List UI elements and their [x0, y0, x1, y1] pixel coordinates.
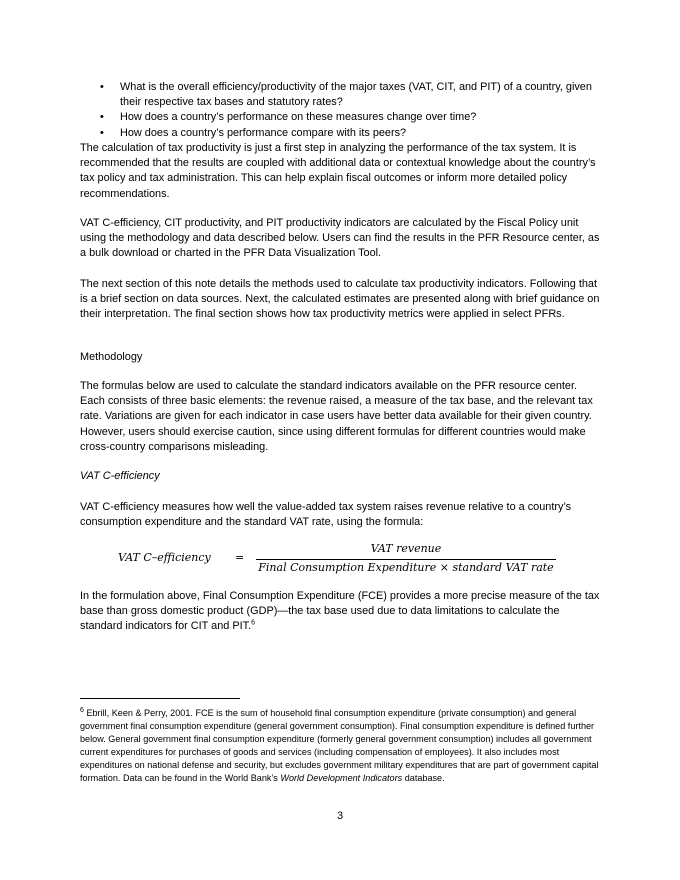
bullet-text: What is the overall efficiency/productivity of the major taxes (VAT, CIT, and PIT) of a country, given their respective tax bases and statutory rates? [120, 81, 592, 109]
footnote-6 [80, 707, 600, 785]
bullet-symbol: • [100, 111, 104, 124]
paragraph-formulas-overview: The formulas below are used to calculate the standard indicators available on the PFR resource center. Each consists of three basic elements: the revenue raised, a measure of the tax base, and the relevant tax rate. Variations are given for each indicator in case users have better data available for their given country. However, users should exercise caution, since using different formulas for different countries would make cross-country comparisons misleading. [80, 380, 593, 453]
paragraph-fce-explanation [80, 589, 604, 635]
footnote-text-end: database. [402, 773, 445, 783]
formula-fraction-bar [256, 559, 556, 560]
vat-c-efficiency-formula [118, 541, 558, 581]
bullet-item [80, 110, 600, 125]
paragraph-tax-productivity-intro: The calculation of tax productivity is just a first step in analyzing the performance of the tax system. It is recommended that the results are coupled with additional data or contextual knowledge about the country’s tax policy and tax administration. This can help explain fiscal outcomes or inform more detailed policy recommendations. [80, 142, 596, 200]
paragraph-indicators-calculated: VAT C-efficiency, CIT productivity, and PIT productivity indicators are calculated by the Fiscal Policy unit using the methodology and data described below. Users can find the results in the PFR Resource center, as a bulk download or charted in the PFR Data Visualization Tool. [80, 217, 600, 260]
formula-lhs: VAT C–efficiency [118, 551, 211, 564]
formula-equals-sign: = [235, 551, 245, 564]
bullet-symbol: • [100, 81, 104, 93]
bullet-item [80, 126, 600, 141]
page-number: 3 [336, 810, 344, 822]
footnote-text: Ebrill, Keen & Perry, 2001. FCE is the sum of household final consumption expenditure (private consumption) and general government final consumption expenditure (general government consumption). Final consumption expenditure is defined further below. General government final consumption expenditure (formerly general government consumption) includes all government current expenditures for purchases of goods and services (including compensation of employees). It also includes most expenditures on national defense and security, but excludes government military expenditures that are part of government capital formation. Data can be found in the World Bank’s [80, 708, 599, 783]
fce-explanation-text: In the formulation above, Final Consumption Expenditure (FCE) provides a more precise measure of the tax base than gross domestic product (GDP)—the tax base used due to data limitations to calculate the standard indicators for CIT and PIT. [80, 590, 600, 633]
bullet-item [80, 80, 600, 110]
bullet-symbol: • [100, 126, 104, 139]
footnote-separator [80, 698, 240, 699]
paragraph-next-section: The next section of this note details the methods used to calculate tax productivity indicators. Following that is a brief section on data sources. Next, the calculated estimates are presented along with brief guidance on their interpretation. The final section shows how tax productivity metrics were applied in select PFRs. [80, 278, 600, 321]
footnote-marker: 6 [80, 706, 84, 714]
footnote-italic-title: World Development Indicators [280, 773, 403, 783]
footnote-reference[interactable]: 6 [251, 619, 256, 627]
bullet-text: How does a country’s performance on these measures change over time? [120, 111, 477, 124]
section-heading-methodology: Methodology [80, 351, 143, 363]
subheading-vat-c-efficiency: VAT C-efficiency [80, 470, 160, 482]
bullet-text: How does a country’s performance compare with its peers? [120, 126, 407, 139]
formula-numerator: VAT revenue [370, 542, 442, 555]
formula-denominator: Final Consumption Expenditure × standard VAT rate [258, 561, 554, 574]
paragraph-vat-definition: VAT C-efficiency measures how well the value-added tax system raises revenue relative to a country’s consumption expenditure and the standard VAT rate, using the formula: [80, 501, 572, 529]
question-bullet-list [80, 80, 600, 141]
